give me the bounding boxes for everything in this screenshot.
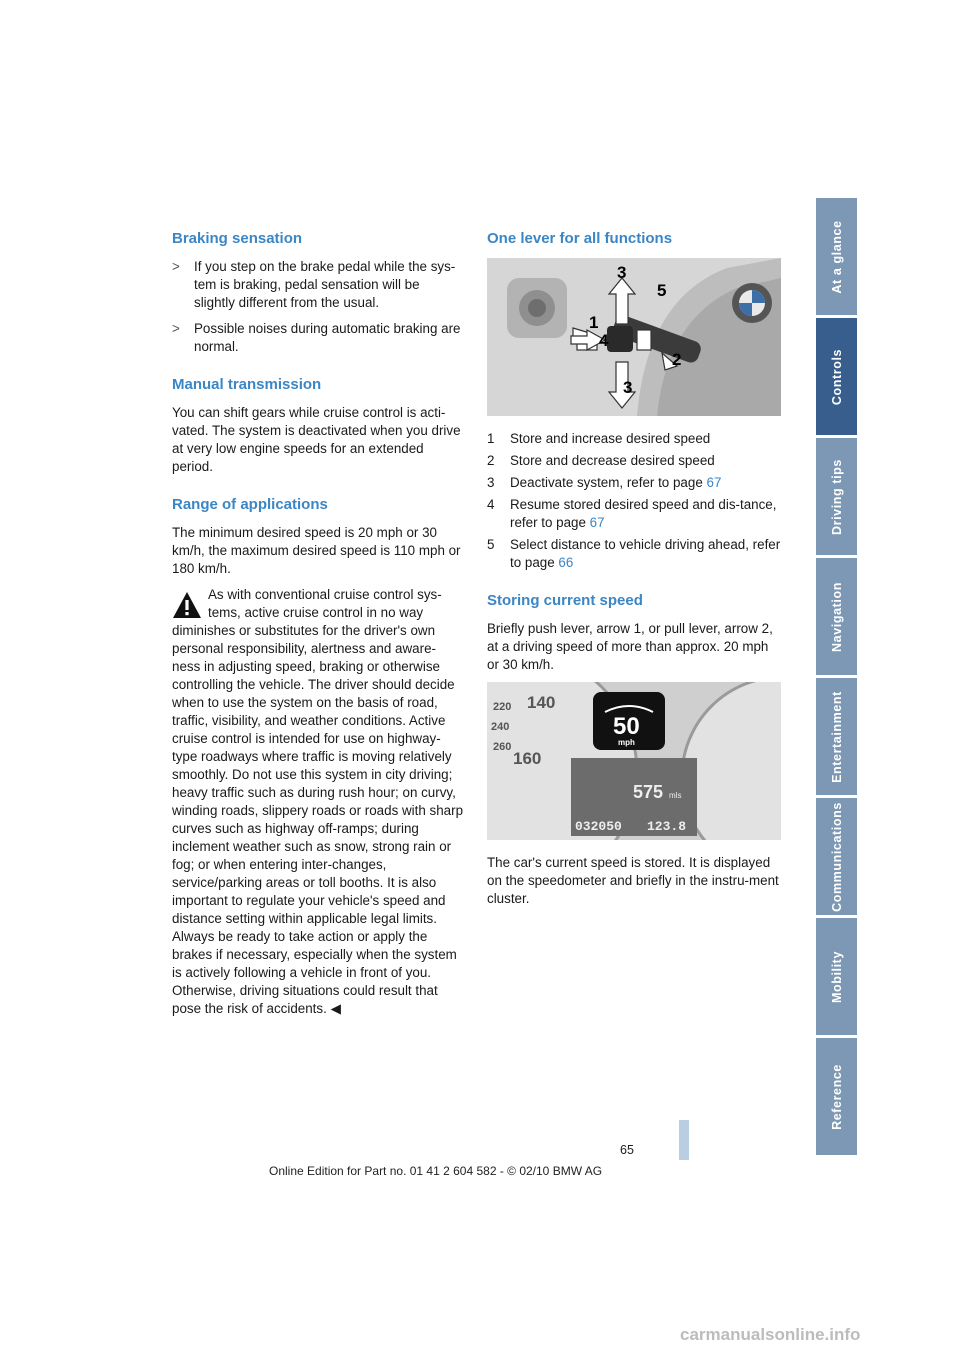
tab-entertainment[interactable]: Entertainment	[816, 678, 857, 795]
page-number: 65	[620, 1143, 634, 1157]
stored-speed-text: The car's current speed is stored. It is displayed on the speedometer and briefly in the instru-ment cluster.	[487, 855, 779, 906]
item-text: Resume stored desired speed and dis-tance, refer to page 67	[510, 497, 777, 530]
lever-label: 3	[617, 263, 627, 282]
page-link[interactable]: 66	[558, 555, 574, 570]
range-text: The minimum desired speed is 20 mph or 30 km/h, the maximum desired speed is 110 mph or 180 km/h.	[172, 525, 461, 576]
left-column	[172, 230, 464, 1018]
item-text: Deactivate system, refer to page 67	[510, 475, 722, 490]
item-number: 2	[487, 453, 495, 468]
range-heading: Range of applications	[172, 496, 328, 513]
page-link[interactable]: 67	[706, 475, 722, 490]
bullet-item	[172, 258, 464, 312]
svg-text:240: 240	[491, 721, 510, 733]
odometer: 032050	[575, 819, 622, 834]
item-number: 3	[487, 475, 495, 490]
bullet-item	[172, 320, 464, 356]
lever-heading: One lever for all functions	[487, 230, 673, 247]
footer-text: Online Edition for Part no. 01 41 2 604 582 - © 02/10 BMW AG	[269, 1164, 603, 1178]
lever-illustration	[487, 258, 781, 416]
tab-controls[interactable]: Controls	[816, 318, 857, 435]
bullet-marker: >	[172, 259, 180, 274]
storing-text: Briefly push lever, arrow 1, or pull lever, arrow 2, at a driving speed of more than approx. 20 mph or 30 km/h.	[487, 621, 773, 672]
lever-label: 1	[589, 313, 599, 332]
tab-reference[interactable]: Reference	[816, 1038, 857, 1155]
list-item	[487, 496, 781, 532]
list-item	[487, 452, 781, 470]
lever-figure	[487, 258, 781, 416]
set-speed-value: 50	[613, 713, 640, 740]
lever-label: 4	[599, 331, 609, 350]
manual-transmission-heading: Manual transmission	[172, 376, 322, 393]
set-speed-unit: mph	[618, 738, 635, 747]
end-mark: ◀	[330, 1001, 341, 1016]
item-number: 4	[487, 497, 495, 512]
svg-text:140: 140	[527, 693, 556, 712]
list-item	[487, 430, 781, 448]
lever-label: 2	[672, 350, 682, 369]
lever-function-list	[487, 430, 781, 572]
svg-text:mls: mls	[669, 791, 682, 800]
bullet-text: If you step on the brake pedal while the sys-tem is braking, pedal sensation will be slightly different from the usual.	[194, 259, 456, 310]
braking-sensation-heading: Braking sensation	[172, 230, 303, 247]
watermark: carmanualsonline.info	[680, 1325, 861, 1344]
storing-heading: Storing current speed	[487, 592, 643, 609]
instrument-cluster-illustration	[487, 682, 781, 840]
warning-block	[172, 586, 464, 1018]
chapter-tabs	[816, 198, 857, 1158]
svg-text:160: 160	[513, 749, 542, 768]
tab-mobility[interactable]: Mobility	[816, 918, 857, 1035]
item-text: Select distance to vehicle driving ahead, refer to page 66	[510, 537, 781, 570]
svg-text:260: 260	[493, 741, 512, 753]
item-number: 1	[487, 431, 495, 446]
tab-navigation[interactable]: Navigation	[816, 558, 857, 675]
right-column	[487, 230, 781, 916]
lever-label: 3	[623, 378, 633, 397]
warning-text: As with conventional cruise control sys-tems, active cruise control in no way diminishes or substitutes for the driver's own personal responsibility, alertness and aware-ness in adjusting speed, braking or otherwise controlling the vehicle. The driver should decide when to use the system on the basis of road, traffic, visibility, and weather conditions. Active cruise control is intended for use on highway-type roadways where traffic is moving relatively smoothly. Do not use this system in city driving; heavy traffic such as during rush hour; on curvy, winding roads, slippery roads or roads with sharp curves such as highway off-ramps; during inclement weather such as snow, strong rain or fog; or when entering inter-changes, service/parking areas or toll booths. It is also important to regulate your vehicle's speed and distance setting within applicable legal limits. Always be ready to take action or apply the brakes if necessary, especially when the system is actively following a vehicle in front of you. Otherwise, driving situations could result that pose the risk of accidents.	[172, 587, 464, 1016]
manual-transmission-text: You can shift gears while cruise control is acti-vated. The system is deactivated when you drive at very low engine speeds for an extended period.	[172, 405, 461, 474]
item-number: 5	[487, 537, 495, 552]
footer-accent-bar	[679, 1120, 689, 1160]
list-item	[487, 474, 781, 492]
page-link[interactable]: 67	[589, 515, 605, 530]
bullet-marker: >	[172, 321, 180, 336]
trip: 123.8	[647, 819, 687, 834]
bullet-text: Possible noises during automatic braking are normal.	[194, 321, 461, 354]
cluster-figure	[487, 682, 781, 840]
svg-text:220: 220	[493, 701, 512, 713]
item-text: Store and decrease desired speed	[510, 453, 715, 468]
warning-triangle-icon	[172, 590, 202, 620]
lever-label: 5	[657, 281, 667, 300]
tab-communications[interactable]: Communications	[816, 798, 857, 915]
tab-at-a-glance[interactable]: At a glance	[816, 198, 857, 315]
tab-driving-tips[interactable]: Driving tips	[816, 438, 857, 555]
range-value: 575	[633, 782, 664, 802]
item-text: Store and increase desired speed	[510, 431, 711, 446]
list-item	[487, 536, 781, 572]
